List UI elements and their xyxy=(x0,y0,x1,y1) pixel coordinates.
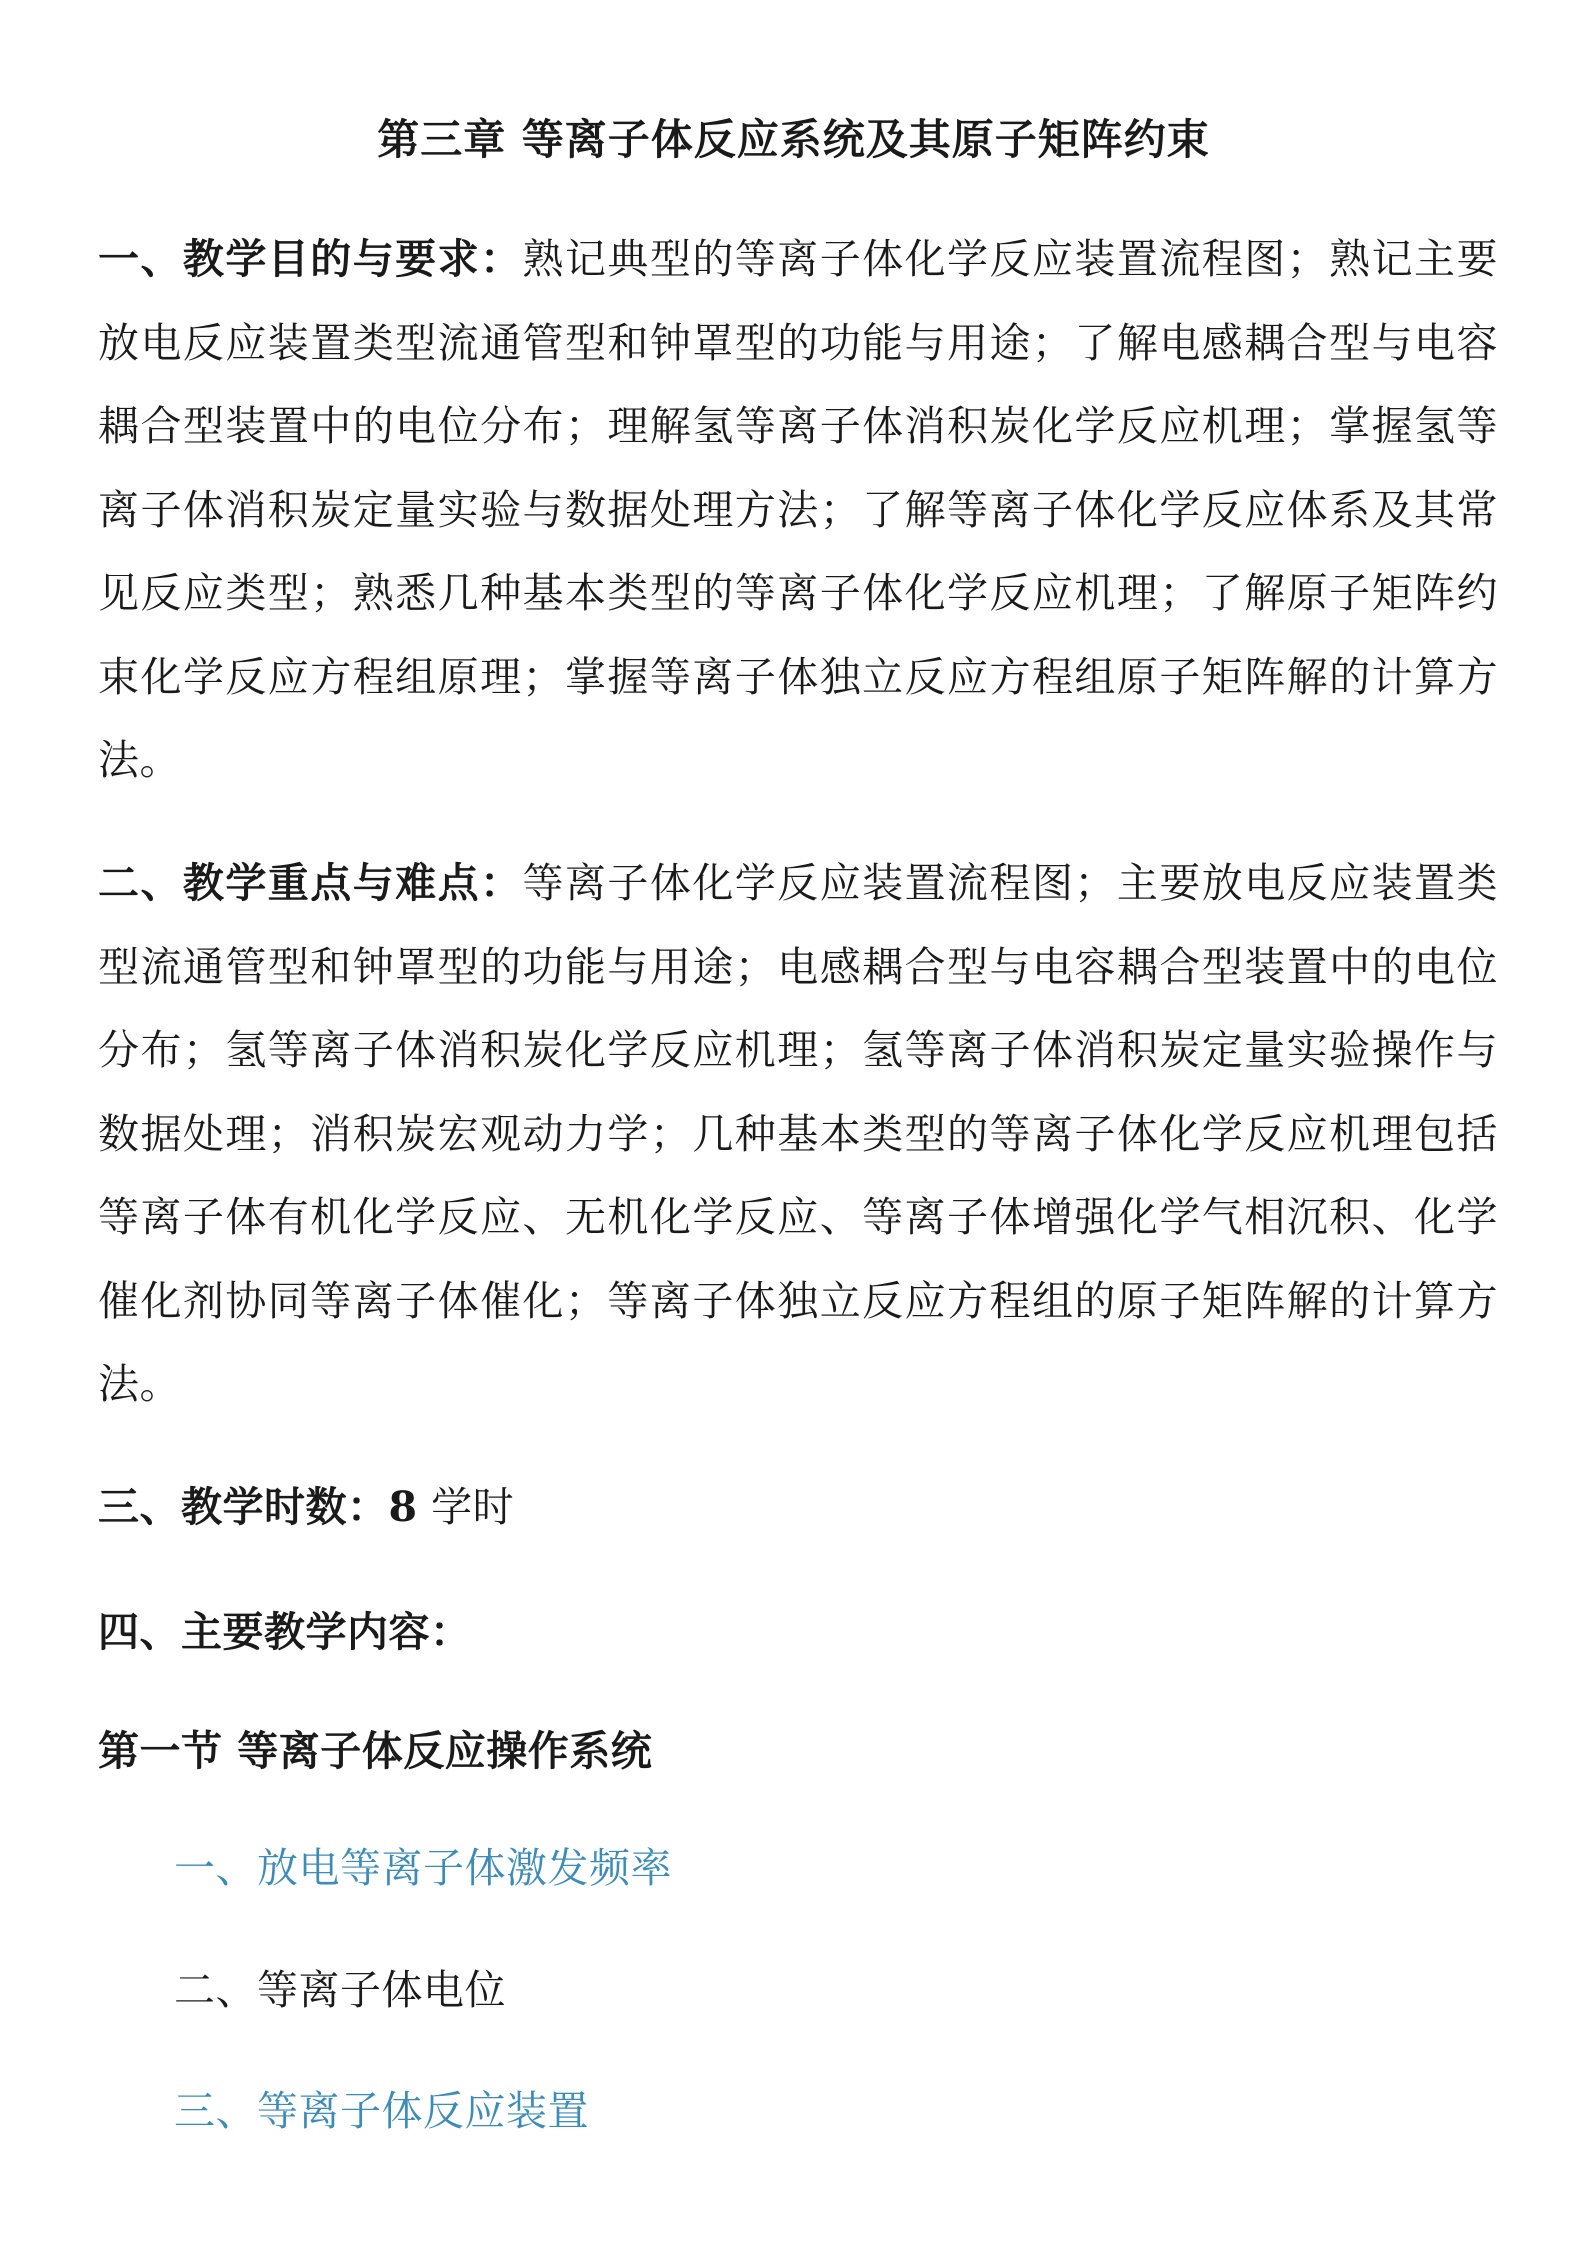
key-points-paragraph xyxy=(98,842,1498,1427)
key-points-heading: 二、教学重点与难点： xyxy=(98,859,523,907)
teaching-hours-heading: 三、教学时数： xyxy=(98,1483,389,1531)
lesson-one-heading-text: 第一节 等离子体反应操作系统 xyxy=(98,1727,653,1775)
key-points-body: 等离子体化学反应装置流程图；主要放电反应装置类型流通管型和钟罩型的功能与用途；电感耦合型与电容耦合型装置中的电位分布；氢等离子体消积炭化学反应机理；氢等离子体消积炭定量实验操作与数据处理；消积炭宏观动力学；几种基本类型的等离子体化学反应机理包括等离子体有机化学反应、无机化学反应、等离子体增强化学气相沉积、化学催化剂协同等离子体催化；等离子体独立反应方程组的原子矩阵解的计算方法。 xyxy=(98,859,1498,1408)
teaching-objectives-paragraph xyxy=(98,218,1498,803)
chapter-title: 第三章 等离子体反应系统及其原子矩阵约束 xyxy=(377,115,1210,164)
teaching-hours-value: 8 xyxy=(388,1483,418,1531)
lesson-item-reaction-device-link[interactable]: 三、等离子体反应装置 xyxy=(174,2087,589,2135)
teaching-objectives-heading: 一、教学目的与要求： xyxy=(98,235,523,283)
teaching-hours-paragraph xyxy=(98,1466,1498,1550)
lesson-item-plasma-potential: 二、等离子体电位 xyxy=(174,1966,506,2014)
lesson-one-heading xyxy=(98,1710,1498,1794)
teaching-hours-unit: 学时 xyxy=(417,1483,515,1531)
teaching-objectives-body: 熟记典型的等离子体化学反应装置流程图；熟记主要放电反应装置类型流通管型和钟罩型的功能与用途；了解电感耦合型与电容耦合型装置中的电位分布；理解氢等离子体消积炭化学反应机理；掌握氢等离子体消积炭定量实验与数据处理方法；了解等离子体化学反应体系及其常见反应类型；熟悉几种基本类型的等离子体化学反应机理；了解原子矩阵约束化学反应方程组原理；掌握等离子体独立反应方程组原子矩阵解的计算方法。 xyxy=(98,235,1498,784)
main-content-heading xyxy=(98,1591,1498,1675)
main-content-heading-text: 四、主要教学内容： xyxy=(98,1608,472,1656)
lesson-item-discharge-frequency-link[interactable]: 一、放电等离子体激发频率 xyxy=(174,1844,672,1892)
